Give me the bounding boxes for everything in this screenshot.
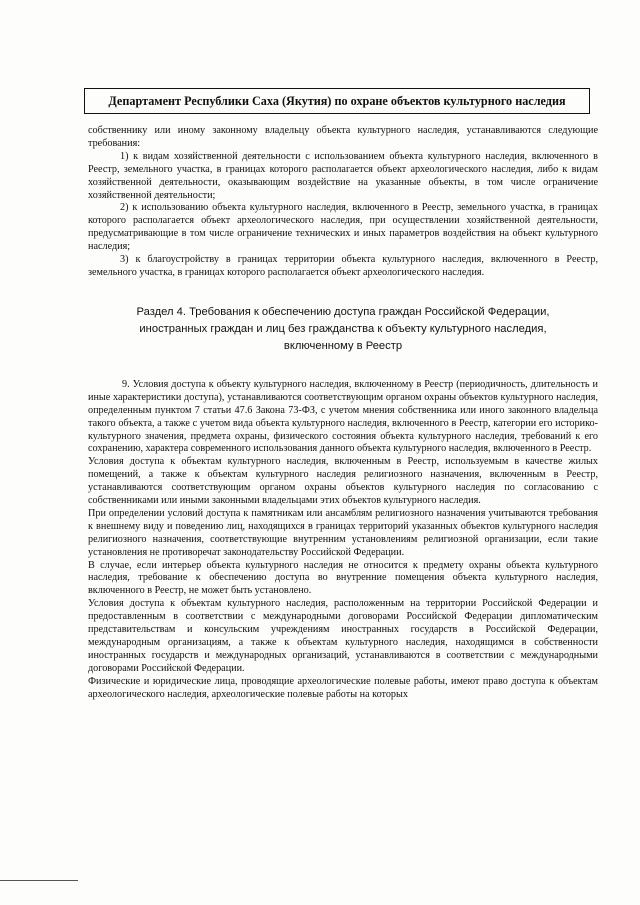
- paragraph-diplomatic: Условия доступа к объектам культурного наследия, расположенным на территории Российской Федерации и предоставленным в соответствии с международными договорами Российской Федерации дипломатическим представительствам и консульским учреждениям иностранных государств в Российской Федерации, международным организациям, а также к объектам культурного наследия, находящимся в собственности иностранных государств и международных организаций, устанавливаются в соответствии с международными договорами Российской Федерации.: [88, 598, 598, 674]
- paragraph-owner-requirements: собственнику или иному законному владельцу объекта культурного наследия, устанавливаются следующие требования:: [88, 125, 598, 149]
- requirement-item-1: 1) к видам хозяйственной деятельности с использованием объекта культурного наследия, включенного в Реестр, земельного участка, в границах которого располагается объект археологического наследия, либо к видам хозяйственной деятельности, оказывающим воздействие на указанные объекты, в том числе ограничение хозяйственной деятельности;: [88, 150, 598, 201]
- section-heading: [88, 304, 598, 355]
- requirement-item-3: 3) к благоустройству в границах территории объекта культурного наследия, включенного в Реестр, земельного участка, в границах которого располагается объект археологического наследия.: [88, 254, 598, 278]
- section-heading-line-2: иностранных граждан и лиц без гражданства к объекту культурного наследия,: [139, 322, 547, 335]
- section-heading-line-3: включенному в Реестр: [283, 339, 403, 352]
- paragraph-residential-religious: Условия доступа к объектам культурного наследия, включенным в Реестр, используемым в качестве жилых помещений, а также к объектам культурного наследия религиозного назначения, включенным в Реестр, устанавливаются соответствующим органом охраны объектов культурного наследия по согласованию с собственниками или иными законными владельцами этих объектов культурного наследия.: [88, 456, 598, 507]
- paragraph-archaeological-access: Физические и юридические лица, проводящие археологические полевые работы, имеют право доступа к объектам археологического наследия, археологические полевые работы на которых: [88, 675, 598, 700]
- document-header: [84, 88, 590, 114]
- department-title: Департамент Республики Саха (Якутия) по охране объектов культурного наследия: [108, 93, 566, 108]
- requirement-item-2: 2) к использованию объекта культурного наследия, включенного в Реестр, земельного участка, в границах которого располагается объект археологического наследия, при осуществлении хозяйственной деятельности, предусматривающие в том числе ограничение технических и иных параметров воздействия на объект культурного наследия;: [88, 202, 598, 253]
- paragraph-interior: В случае, если интерьер объекта культурного наследия не относится к предмету охраны объекта культурного наследия, требование к обеспечению доступа во внутренние помещения объекта культурного наследия, включенного в Реестр, не может быть установлено.: [88, 559, 598, 597]
- section-heading-line-1: Раздел 4. Требования к обеспечению доступа граждан Российской Федерации,: [136, 305, 550, 318]
- footnote-separator: [0, 880, 78, 881]
- document-body: [88, 125, 598, 702]
- paragraph-religious-monuments: При определении условий доступа к памятникам или ансамблям религиозного назначения учитываются требования к внешнему виду и поведению лиц, находящихся в границах территорий указанных объектов культурного наследия религиозного назначения, соответствующие внутренним установлениям религиозной организации, если такие установления не противоречат законодательству Российской Федерации.: [88, 507, 598, 558]
- clause-9-paragraph: 9. Условия доступа к объекту культурного наследия, включенному в Реестр (периодичность, длительность и иные характеристики доступа), устанавливаются соответствующим органом охраны объектов культурного наследия, определенным пунктом 7 статьи 47.6 Закона 73-ФЗ, с учетом мнения собственника или иного законного владельца такого объекта, а также с учетом вида объекта культурного наследия, включенного в Реестр, категории его историко-культурного значения, предмета охраны, физического состояния объекта культурного наследия, требований к его сохранению, характера современного использования данного объекта культурного наследия, включенного в Реестр.: [88, 378, 598, 455]
